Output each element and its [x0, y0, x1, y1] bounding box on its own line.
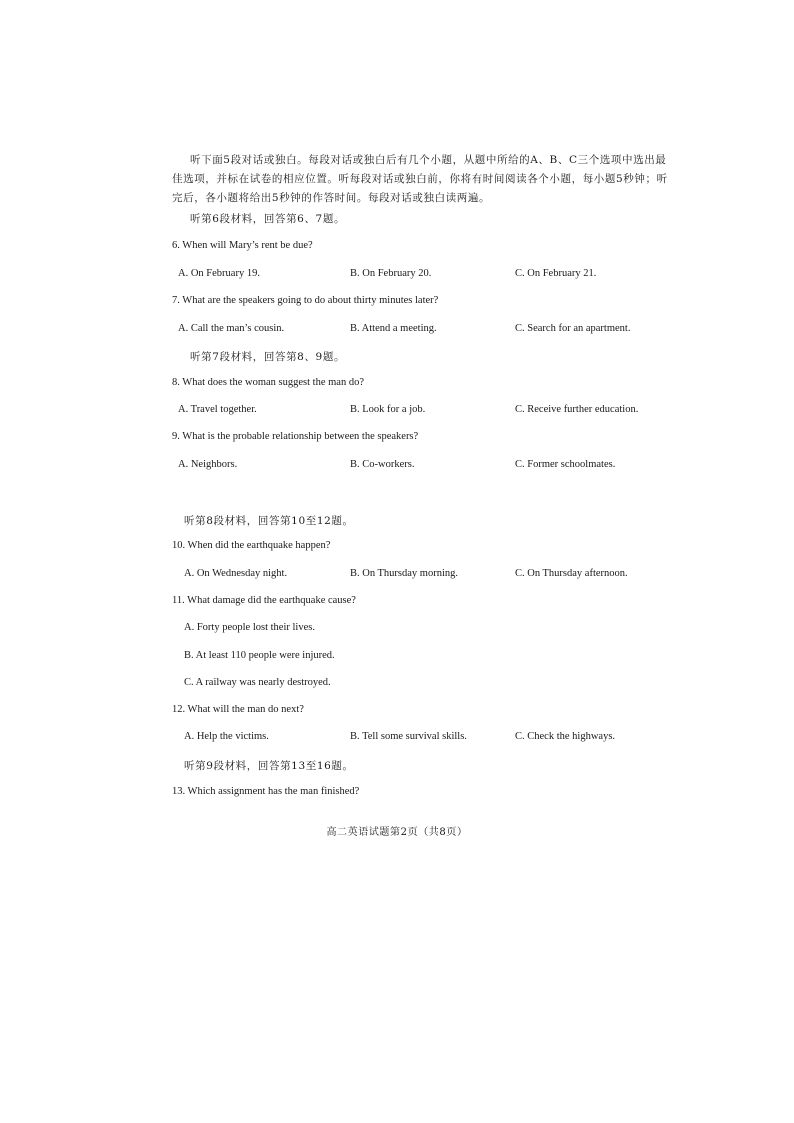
question-10-option-c: C. On Thursday afternoon.: [515, 568, 628, 579]
question-11-option-c: C. A railway was nearly destroyed.: [184, 677, 331, 688]
question-11-option-b: B. At least 110 people were injured.: [184, 650, 335, 661]
question-6-option-b: B. On February 20.: [350, 268, 432, 279]
question-12-option-a: A. Help the victims.: [184, 731, 269, 742]
question-8-option-b: B. Look for a job.: [350, 404, 426, 415]
question-6-stem: 6. When will Mary’s rent be due?: [172, 240, 313, 251]
question-6-option-a: A. On February 19.: [178, 268, 260, 279]
question-9-option-c: C. Former schoolmates.: [515, 459, 616, 470]
question-11-stem: 11. What damage did the earthquake cause?: [172, 595, 356, 606]
question-9-stem: 9. What is the probable relationship between the speakers?: [172, 431, 419, 442]
question-9-option-b: B. Co-workers.: [350, 459, 415, 470]
question-8-stem: 8. What does the woman suggest the man do?: [172, 377, 364, 388]
question-10-stem: 10. When did the earthquake happen?: [172, 540, 331, 551]
page-footer: 高二英语试题第2页（共8页）: [326, 827, 468, 838]
question-10-option-a: A. On Wednesday night.: [184, 568, 288, 579]
question-10-option-b: B. On Thursday morning.: [350, 568, 459, 579]
section-heading-6-7: 听第6段材料，回答第6、7题。: [190, 213, 346, 225]
question-12-stem: 12. What will the man do next?: [172, 704, 304, 715]
section-heading-8-9: 听第7段材料，回答第8、9题。: [190, 351, 346, 363]
question-7-option-a: A. Call the man’s cousin.: [178, 323, 285, 334]
question-7-option-c: C. Search for an apartment.: [515, 323, 631, 334]
question-12-option-b: B. Tell some survival skills.: [350, 731, 467, 742]
section-heading-13-16: 听第9段材料，回答第13至16题。: [184, 760, 354, 772]
question-8-option-c: C. Receive further education.: [515, 404, 639, 415]
question-7-stem: 7. What are the speakers going to do about thirty minutes later?: [172, 295, 439, 306]
question-9-option-a: A. Neighbors.: [178, 459, 238, 470]
section-heading-10-12: 听第8段材料，回答第10至12题。: [184, 515, 354, 527]
question-6-option-c: C. On February 21.: [515, 268, 597, 279]
question-13-stem: 13. Which assignment has the man finished?: [172, 786, 360, 797]
question-11-option-a: A. Forty people lost their lives.: [184, 622, 315, 633]
question-7-option-b: B. Attend a meeting.: [350, 323, 437, 334]
section-instructions: 听下面5段对话或独白。每段对话或独白后有几个小题，从题中所给的A、B、C三个选项中选出最佳选项，并标在试卷的相应位置。听每段对话或独白前，你将有时间阅读各个小题，每小题5秒钟；听完后，各小题将给出5秒钟的作答时间。每段对话或独白读两遍。: [172, 154, 668, 204]
question-12-option-c: C. Check the highways.: [515, 731, 616, 742]
question-8-option-a: A. Travel together.: [178, 404, 257, 415]
